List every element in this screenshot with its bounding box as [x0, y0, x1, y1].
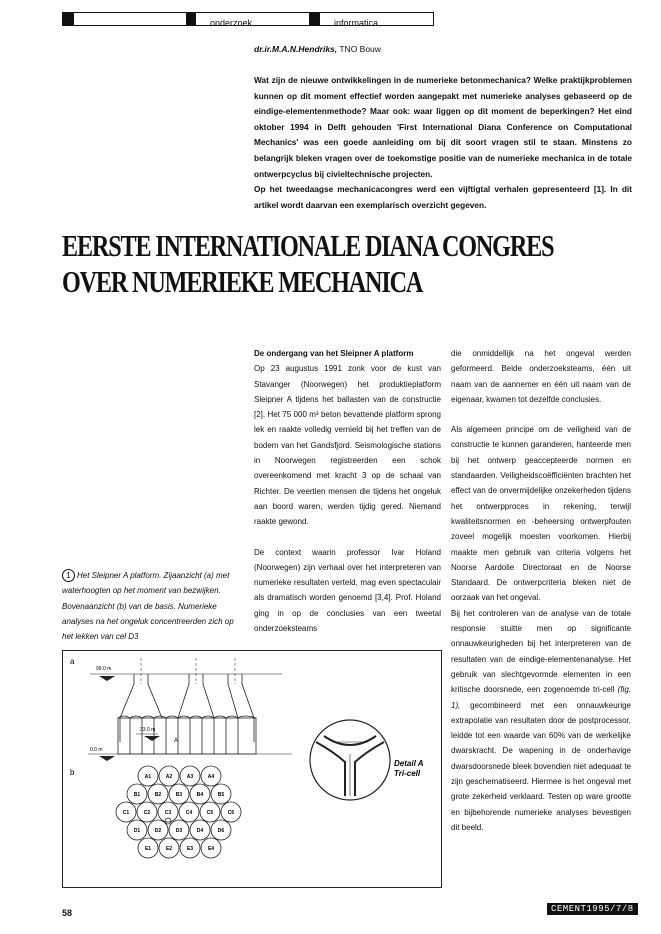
- cell-label: B1: [133, 792, 141, 798]
- water-marker-top: [99, 676, 115, 681]
- intro-paragraph: Op het tweedaagse mechanicacongres werd een vijftigtal verhalen gepresenteerd [1]. In dit artikel wordt daarvan een exemplarisch overzicht gegeven.: [254, 184, 632, 210]
- section-subheading: De ondergang van het Sleipner A platform: [254, 349, 414, 358]
- plan-view: [116, 766, 241, 858]
- cell-row-3: [116, 802, 241, 822]
- cell-label: D1: [133, 828, 141, 834]
- body-column-2: [451, 346, 631, 835]
- cell-label: E4: [207, 846, 215, 852]
- body-text: Bij het controleren van de analyse van de totale responsie stuitte men op significante onnauwkeurigheden bij het interpreteren van de resultaten van de eindige-elementenanalyse. Het gebruik van slechtgevormde elementen in een kritische doorsnede, een zogenoemde tri-cell: [451, 608, 631, 695]
- label-a: a: [70, 657, 75, 666]
- intro-paragraph: Wat zijn de nieuwe ontwikkelingen in de numerieke betonmechanica? Welke praktijkproblemen kunnen op dit moment effectief worden aangepakt met numerieke analyses gebaseerd op de eindige-elementenmethode? Maar ook: waar liggen op dit moment de beperkingen? Het eind oktober 1994 in Delft gehouden 'First International Diana Conference on Computational Mechanics' was een goede aanleiding om bij dit soort vragen stil te staan. Minstens zo belangrijk bleken vragen over de toekomstige positie van de numerieke mechanica in de totale ontwerpcyclus bij civieltechnische projecten.: [254, 75, 632, 179]
- cell-label: E3: [186, 846, 194, 852]
- cell-row-1: [138, 766, 221, 786]
- figure-drawing: [62, 650, 442, 888]
- body-column-1: [254, 346, 441, 636]
- header-category-label: informatica: [334, 18, 379, 28]
- cell-row-4: [127, 820, 231, 840]
- title-line-2: OVER NUMERIEKE MECHANICA: [62, 264, 423, 299]
- body-text: gecombineerd met een onnauwkeurige extrapolatie van resultaten door de postprocessor, leidde tot een waarde van 60% van de werkelijke dwarskracht. De wapening in de onderhavige dwarsdoorsnede bleek bovendien niet adequaat te zijn geschematiseerd. Hiermee is het ongeval met grote zekerheid verklaard. Testen op ware grootte en bijbehorende numerieke analyses bevestigen dit beeld.: [451, 700, 631, 832]
- page-number: 58: [62, 908, 73, 918]
- side-view: [88, 658, 292, 754]
- byline: [254, 44, 381, 54]
- intro-lead: [254, 73, 632, 213]
- article-title: [62, 228, 554, 300]
- cell-label: D2: [154, 828, 162, 834]
- detail-label-2: Tri-cell: [394, 769, 421, 778]
- body-paragraph: Als algemeen principe om de veiligheid van de constructie te kunnen garanderen, hanteerde men bij het ontwerp geaccepteerde normen en standaarden. Veiligheidscoëfficiënten brachten het effect van de onvermijdelijke onzekerheden tijdens het ontwerpproces in rekening, terwijl kwaliteitsnormen en -beheersing ontwerpfouten zoveel mogelijk moesten voorkomen. Hierbij maakte men gebruik van criteria volgens het Noorse Aardolie Directoraat en de Noorse Standaard. De ontwerpcriteria bleken niet de oorzaak van het ongeval.: [451, 425, 631, 603]
- water-marker-base: [99, 756, 115, 761]
- figure-caption: [62, 568, 245, 644]
- cell-label: A4: [207, 774, 215, 780]
- cell-label: C1: [122, 810, 130, 816]
- cell-label: C3: [164, 810, 172, 816]
- body-paragraph: Op 23 augustus 1991 zonk voor de kust van Stavanger (Noorwegen) het produktieplatform Sleipner A tijdens het ballasten van de constructie [2]. Het 75 000 m³ beton bevattende platform sprong lek en raakte volledig vernield bij het treffen van de bodem van het Gandsfjord. Seismologische stations in Noorwegen registreerden een schok overeenkomend met kracht 3 op de schaal van Richter. De veertien mensen die tijdens het ongeluk aan boord waren, werden tijdig gered. Niemand raakte gewond.: [254, 364, 441, 527]
- cell-label: B5: [217, 792, 225, 798]
- cell-label: B2: [154, 792, 162, 798]
- header-section-box: [196, 12, 310, 26]
- figure-sleipner: [62, 650, 442, 893]
- figure-number-badge: 1: [62, 569, 75, 582]
- cell-row-5: [138, 838, 221, 858]
- author-affiliation: TNO Bouw: [339, 44, 381, 54]
- cell-label: B4: [196, 792, 204, 798]
- cell-label: D4: [196, 828, 204, 834]
- figure-reference: (fig. 1),: [451, 685, 631, 710]
- label-b: b: [70, 768, 75, 777]
- body-paragraph: [451, 606, 631, 835]
- level-top-label: 99.0 m: [96, 666, 112, 672]
- cell-row-2: [127, 784, 231, 804]
- header-category-box: [320, 12, 434, 26]
- cell-label: D6: [217, 828, 225, 834]
- body-paragraph: De context waarin professor Ivar Holand (Noorwegen) zijn verhaal over het interpreteren van numerieke resultaten verteld, mag even spectaculair als dramatisch worden genoemd [3,4]. Prof. Holand ging in op de conclusies van een tweetal onderzoeksteams: [254, 547, 441, 634]
- detail-label-1: Detail A: [394, 759, 424, 768]
- cell-label: C5: [206, 810, 214, 816]
- cell-label: E2: [165, 846, 173, 852]
- cell-label: A3: [186, 774, 194, 780]
- title-line-1: EERSTE INTERNATIONALE DIANA CONGRES: [62, 228, 554, 263]
- cell-label: D3: [175, 828, 183, 834]
- header-section-label: onderzoek: [210, 18, 253, 28]
- cell-label: C2: [143, 810, 151, 816]
- level-mid-label: 33.0 m: [140, 727, 156, 733]
- detail-marker: A: [174, 738, 179, 744]
- caption-text: Het Sleipner A platform. Zijaanzicht (a) met waterhoogten op het moment van bezwijken. Bovenaanzicht (b) van de basis. Numerieke analyses na het ongeluk concentreerden zich op het lekken van cel D3: [62, 571, 234, 642]
- header-divider-2: [310, 12, 320, 26]
- header-black-block: [62, 12, 74, 26]
- cell-label: A2: [165, 774, 173, 780]
- journal-badge: CEMENT1995/7/8: [547, 903, 638, 915]
- cell-label: B3: [175, 792, 183, 798]
- cell-label: C4: [185, 810, 193, 816]
- author-name: dr.ir.M.A.N.Hendriks,: [254, 44, 338, 54]
- tri-cell-marker: [165, 818, 171, 824]
- cell-label: E1: [144, 846, 152, 852]
- header-divider-1: [186, 12, 196, 26]
- detail-tri-cell: [310, 720, 390, 800]
- header-rule: [74, 12, 186, 26]
- water-marker-mid: [144, 736, 160, 741]
- cell-label: A1: [144, 774, 152, 780]
- figure-frame: [63, 651, 442, 888]
- level-base-label: 0.0 m: [90, 747, 103, 753]
- cell-label: C6: [227, 810, 235, 816]
- body-paragraph: die onmiddellijk na het ongeval werden geformeerd. Beide onderzoeksteams, één uit naam van de aannemer en één uit naam van de eigenaar, kwamen tot dezelfde conclusies.: [451, 349, 631, 404]
